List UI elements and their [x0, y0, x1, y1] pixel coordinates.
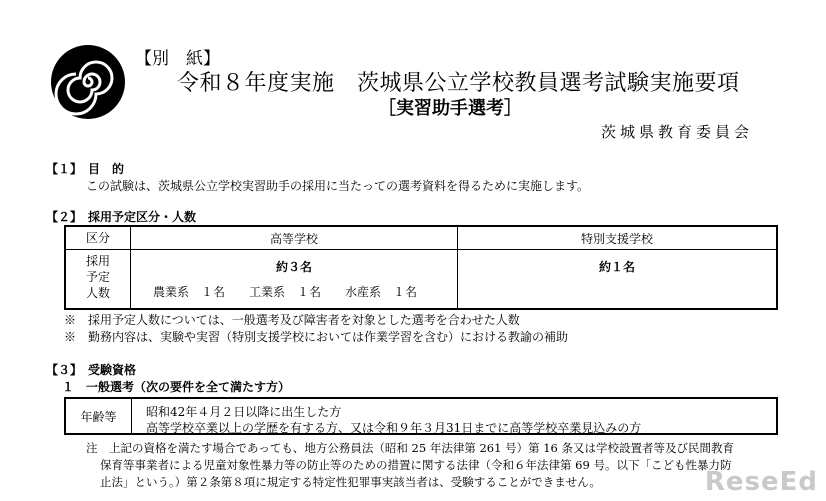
- page-subtitle: ［実習助手選考］: [378, 98, 522, 119]
- table-header-special-school: 特別支援学校: [458, 226, 778, 250]
- ibaraki-emblem-icon: [50, 44, 126, 120]
- table-row-label: 採用 予定 人数: [65, 250, 131, 310]
- section1-text: この試験は、茨城県公立学校実習助手の採用に当たっての選考資料を得るために実施します。: [86, 179, 590, 193]
- note-line: 止法」という。）第２条第８項に規定する特定性犯罪事実該当者は、受験することができません。: [100, 475, 601, 489]
- note-line: 保育等事業者による児童対象性暴力等の防止等のための措置に関する法律（令和６年法律第 69 号。以下「こども性暴力防: [100, 458, 732, 472]
- age-line-1: 昭和42年４月２日以降に出生した方: [146, 405, 342, 419]
- section3-subheading: １ 一般選考（次の要件を全て満たす方）: [62, 380, 291, 394]
- age-line-2: 高等学校卒業以上の学歴を有する方、又は令和９年３月31日までに高等学校卒業見込みの方: [146, 421, 642, 435]
- recruitment-table: [64, 225, 778, 310]
- organization-name: 茨城県教育委員会: [601, 123, 754, 141]
- table-cell-special-school: 約１名: [458, 250, 778, 310]
- eligibility-table: [64, 397, 778, 435]
- table-header-kubun: 区分: [65, 226, 131, 250]
- bekkei-label: 【別 紙】: [135, 49, 220, 69]
- table-cell-high-school: 約３名 農業系 １名 工業系 １名 水産系 １名: [131, 250, 458, 310]
- watermark-logo: ReseEd: [704, 467, 818, 497]
- table-header-high-school: 高等学校: [131, 226, 458, 250]
- note-line: 注 上記の資格を満たす場合であっても、地方公務員法（昭和 25 年法律第 261 号）第 16 条又は学校設置者等及び民間教育: [86, 441, 735, 455]
- page-title: 令和８年度実施 茨城県公立学校教員選考試験実施要項: [177, 71, 740, 96]
- section2-heading: 【２】 採用予定区分・人数: [46, 210, 197, 224]
- section3-heading: 【３】 受験資格: [46, 363, 137, 377]
- age-label: 年齢等: [66, 399, 132, 433]
- note-line: ※ 勤務内容は、実験や実習（特別支援学校においては作業学習を含む）における教諭の補助: [64, 330, 569, 344]
- section1-heading: 【１】 目 的: [46, 162, 125, 176]
- note-line: ※ 採用予定人数については、一般選考及び障害者を対象とした選考を合わせた人数: [64, 313, 520, 327]
